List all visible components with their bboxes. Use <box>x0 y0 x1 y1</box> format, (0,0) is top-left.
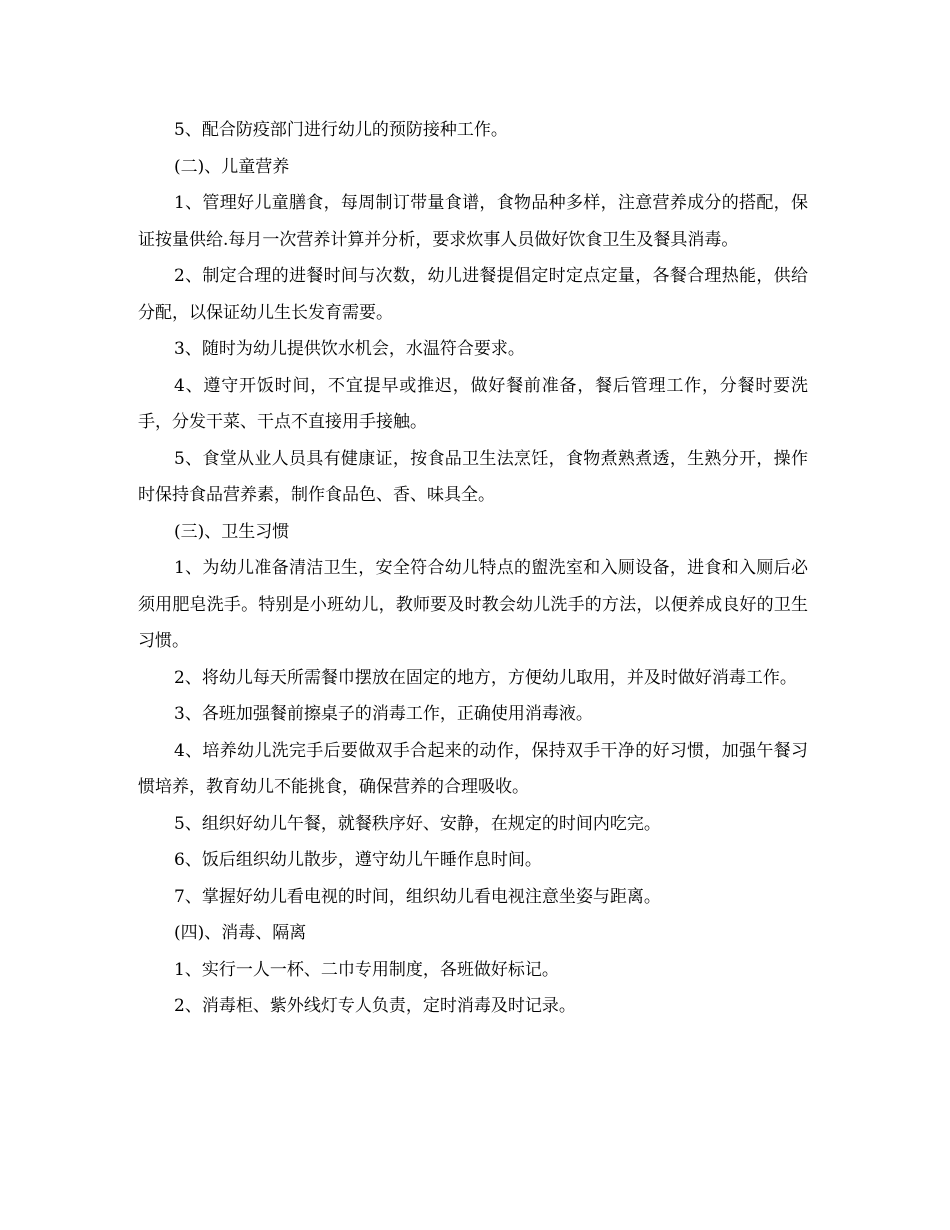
paragraph: 5、配合防疫部门进行幼儿的预防接种工作。 <box>174 120 508 140</box>
paragraph: 1、为幼儿准备清洁卫生，安全符合幼儿特点的盥洗室和入厕设备，进食和入厕后必须用肥皂洗手。特别是小班幼儿，教师要及时教会幼儿洗手的方法，以便养成良好的卫生习惯。 <box>138 558 808 651</box>
paragraph: 2、消毒柜、紫外线灯专人负责，定时消毒及时记录。 <box>174 996 576 1016</box>
paragraph: 1、实行一人一杯、二巾专用制度，各班做好标记。 <box>174 959 559 980</box>
section-heading: (三)、卫生习惯 <box>174 521 290 542</box>
section-heading: (四)、消毒、隔离 <box>174 923 307 943</box>
paragraph: 2、将幼儿每天所需餐巾摆放在固定的地方，方便幼儿取用，并及时做好消毒工作。 <box>174 667 797 688</box>
paragraph: 4、培养幼儿洗完手后要做双手合起来的动作，保持双手干净的好习惯，加强午餐习惯培养，教育幼儿不能挑食，确保营养的合理吸收。 <box>138 740 808 797</box>
paragraph: 3、各班加强餐前擦桌子的消毒工作，正确使用消毒液。 <box>174 704 593 724</box>
document-body <box>138 112 808 1025</box>
paragraph: 4、遵守开饭时间，不宜提早或推迟，做好餐前准备，餐后管理工作，分餐时要洗手，分发干菜、干点不直接用手接触。 <box>138 375 808 432</box>
section-heading: (二)、儿童营养 <box>174 156 290 177</box>
paragraph: 5、组织好幼儿午餐，就餐秩序好、安静，在规定的时间内吃完。 <box>174 813 661 834</box>
paragraph: 7、掌握好幼儿看电视的时间，组织幼儿看电视注意坐姿与距离。 <box>174 886 661 907</box>
paragraph: 3、随时为幼儿提供饮水机会，水温符合要求。 <box>174 339 525 359</box>
paragraph: 5、食堂从业人员具有健康证，按食品卫生法烹饪，食物煮熟煮透，生熟分开，操作时保持食品营养素，制作食品色、香、味具全。 <box>138 448 808 505</box>
paragraph: 1、管理好儿童膳食，每周制订带量食谱，食物品种多样，注意营养成分的搭配，保证按量供给.每月一次营养计算并分析，要求炊事人员做好饮食卫生及餐具消毒。 <box>138 193 808 250</box>
paragraph: 2、制定合理的进餐时间与次数，幼儿进餐提倡定时定点定量，各餐合理热能，供给分配，以保证幼儿生长发育需要。 <box>138 266 808 323</box>
paragraph: 6、饭后组织幼儿散步，遵守幼儿午睡作息时间。 <box>174 850 542 870</box>
